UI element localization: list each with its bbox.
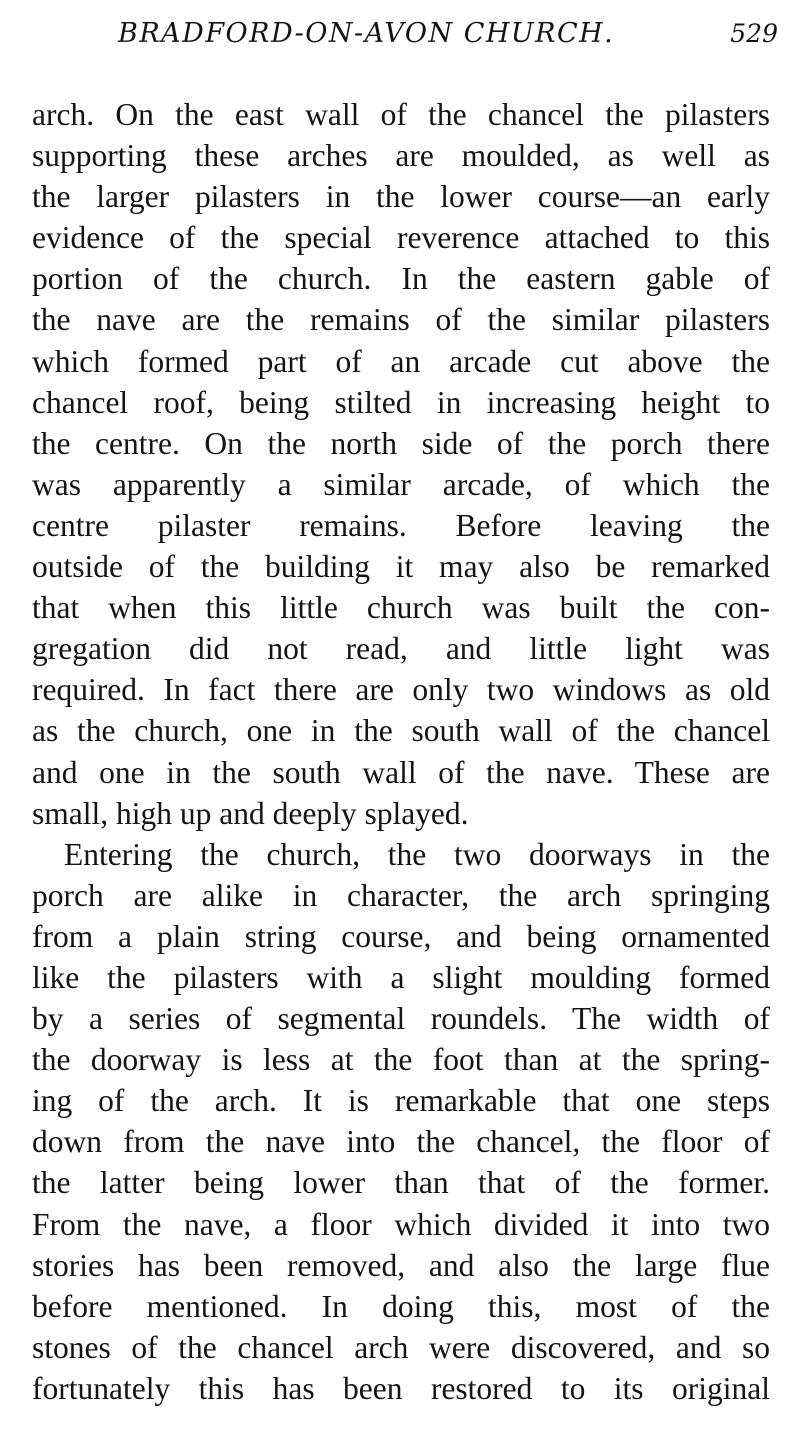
text-line: stones of the chancel arch were discovered, and so (32, 1329, 770, 1365)
text-line: porch are alike in character, the arch springing (32, 877, 770, 913)
text-line: the doorway is less at the foot than at the spring- (32, 1042, 770, 1078)
text-line: evidence of the special reverence attached to this (32, 220, 770, 256)
text-line: arch. On the east wall of the chancel the pilasters (32, 97, 770, 132)
text-line: required. In fact there are only two windows as old (32, 672, 770, 708)
text-line: chancel roof, being stilted in increasing height to (32, 384, 770, 420)
text-line: fortunately this has been restored to its original (32, 1370, 770, 1406)
text-line: small, high up and deeply splayed. (32, 795, 469, 831)
text-line: and one in the south wall of the nave. These are (32, 754, 770, 790)
text-line: down from the nave into the chancel, the floor of (32, 1124, 770, 1160)
text-line: was apparently a similar arcade, of which the (32, 466, 770, 502)
text-line: portion of the church. In the eastern gable of (32, 261, 770, 297)
text-line: before mentioned. In doing this, most of the (32, 1288, 770, 1324)
paragraph-1 (32, 94, 770, 834)
text-line: which formed part of an arcade cut above the (32, 343, 770, 379)
text-line: supporting these arches are moulded, as well as (32, 138, 770, 174)
running-head (32, 14, 778, 54)
text-line: centre pilaster remains. Before leaving the (32, 507, 770, 543)
text-line: by a series of segmental roundels. The width of (32, 1001, 770, 1037)
text-line: ing of the arch. It is remarkable that one steps (32, 1083, 770, 1119)
text-line: as the church, one in the south wall of the chancel (32, 713, 770, 749)
paragraph-2 (32, 834, 770, 1409)
text-line: gregation did not read, and little light was (32, 631, 770, 667)
text-line: Entering the church, the two doorways in the (64, 836, 770, 872)
text-line: from a plain string course, and being ornamented (32, 918, 770, 954)
text-line: the centre. On the north side of the porch there (32, 425, 770, 461)
text-line: the larger pilasters in the lower course—an early (32, 179, 770, 215)
text-line: the nave are the remains of the similar pilasters (32, 302, 770, 338)
text-line: like the pilasters with a slight moulding formed (32, 959, 770, 995)
text-line: the latter being lower than that of the former. (32, 1165, 770, 1201)
text-line: outside of the building it may also be remarked (32, 549, 770, 585)
text-line: From the nave, a floor which divided it into two (32, 1206, 770, 1242)
text-line: that when this little church was built the con- (32, 590, 770, 626)
text-line: stories has been removed, and also the large flue (32, 1247, 770, 1283)
page-number: 529 (730, 19, 778, 48)
body-text (32, 94, 770, 1409)
running-title: BRADFORD-ON-AVON CHURCH. (118, 18, 615, 49)
